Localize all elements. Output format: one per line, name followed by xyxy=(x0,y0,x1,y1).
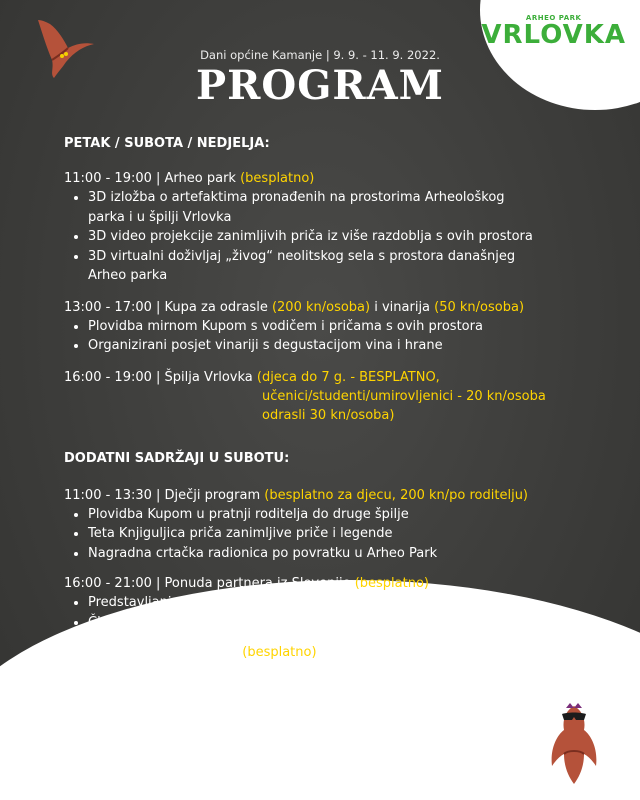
event-spilja xyxy=(64,368,594,425)
event-time-mid: i vinarija xyxy=(370,299,435,315)
list-item-text: 3D izložba o artefaktima pronađenih na prostorima Arheološkog xyxy=(88,190,505,205)
section-heading-weekend: PETAK / SUBOTA / NEDJELJA: xyxy=(64,136,270,151)
event-items-list xyxy=(64,662,594,721)
arheo-park-vrlovka-logo xyxy=(481,14,626,48)
section-heading-saturday: DODATNI SADRŽAJI U SUBOTU: xyxy=(64,450,290,466)
bat-illustration-bottom-icon xyxy=(546,700,602,790)
event-partners xyxy=(64,574,594,632)
event-items-list xyxy=(64,188,594,286)
list-item-text: Arheo parka xyxy=(88,268,168,283)
event-time: 13:00 - 17:00 | Kupa za odrasle xyxy=(64,299,272,315)
list-item: 3D video projekcije zanimljivih priča iz više razdoblja s ovih prostora xyxy=(72,227,594,247)
event-price: (besplatno) xyxy=(354,576,429,591)
event-price-line: učenici/studenti/umirovljenici - 20 kn/osoba xyxy=(262,388,546,404)
list-item: Ponuda povrća i suhomesnatih proizvoda lokalnih OPG-a xyxy=(72,701,594,721)
event-price-2: (50 kn/osoba) xyxy=(434,299,525,315)
event-items-list xyxy=(64,505,594,564)
list-item xyxy=(72,188,594,227)
event-arheo-park xyxy=(64,169,594,286)
list-item: Osobno kulinarstvo uz logorsku vatru xyxy=(72,682,594,702)
event-time-line xyxy=(64,169,594,188)
list-item: Teta Knjiguljica priča zanimljive priče i legende xyxy=(72,524,594,544)
event-items-list xyxy=(64,593,594,632)
page-title: PROGRAM xyxy=(196,62,444,109)
event-items-list xyxy=(64,317,594,356)
event-price: (besplatno) xyxy=(240,171,315,186)
event-price: (besplatno za djecu, 200 kn/po roditelju) xyxy=(264,487,529,503)
event-kupa xyxy=(64,298,594,356)
event-childrens-program xyxy=(64,486,594,564)
list-item: Plovidba Kupom u pratnji roditelja do druge špilje xyxy=(72,505,594,525)
list-item: Predstavljanje kulturne i turističke ponude Semiča xyxy=(72,593,594,613)
event-time: 16:00 - 21:00 | Ponuda partnera iz Slovenije xyxy=(64,576,355,591)
event-time-line xyxy=(64,368,594,387)
event-price: (djeca do 7 g. - BESPLATNO, xyxy=(256,369,440,385)
event-price-line: odrasli 30 kn/osoba) xyxy=(262,407,395,423)
event-time-line xyxy=(64,643,594,662)
event-time-line xyxy=(64,298,594,317)
event-price: (200 kn/osoba) xyxy=(271,299,371,315)
event-time: 11:00 - 19:00 | Arheo park xyxy=(64,171,241,186)
list-item-text: parka i u špilji Vrlovka xyxy=(88,209,232,225)
logo-small-text: ARHEO PARK xyxy=(525,14,582,22)
list-item-text: 3D virtualni doživljaj „živog“ neolitskog sela s prostora današnjeg xyxy=(88,248,516,264)
list-item: Nagradna crtačka radionica po povratku u Arheo Park xyxy=(72,544,594,564)
event-time-line xyxy=(64,486,594,505)
list-item: Organizirani posjet vinariji s degustacijom vina i hrane xyxy=(72,336,594,356)
list-item: Logorska vatra i druženje s arheologom xyxy=(72,662,594,682)
event-price: (besplatno) xyxy=(242,645,317,660)
event-dates-subtitle: Dani općine Kamanje | 9. 9. - 11. 9. 2022. xyxy=(200,48,440,62)
event-time: od 21:00 i traje... dok traje xyxy=(64,645,243,660)
event-time: 11:00 - 13:30 | Dječji program xyxy=(64,487,265,503)
event-time-line xyxy=(64,574,594,593)
logo-big-text: VRLOVKA xyxy=(481,20,626,50)
event-campfire xyxy=(64,643,594,721)
list-item: Plovidba mirnom Kupom s vodičem i pričama s ovih prostora xyxy=(72,317,594,337)
list-item xyxy=(72,247,594,286)
list-item: Članice PGD Črešnjevac pripremaju slatke i slane kolače iz pećnice xyxy=(72,613,594,633)
program-content xyxy=(64,136,594,721)
event-time: 16:00 - 19:00 | Špilja Vrlovka xyxy=(64,369,257,385)
